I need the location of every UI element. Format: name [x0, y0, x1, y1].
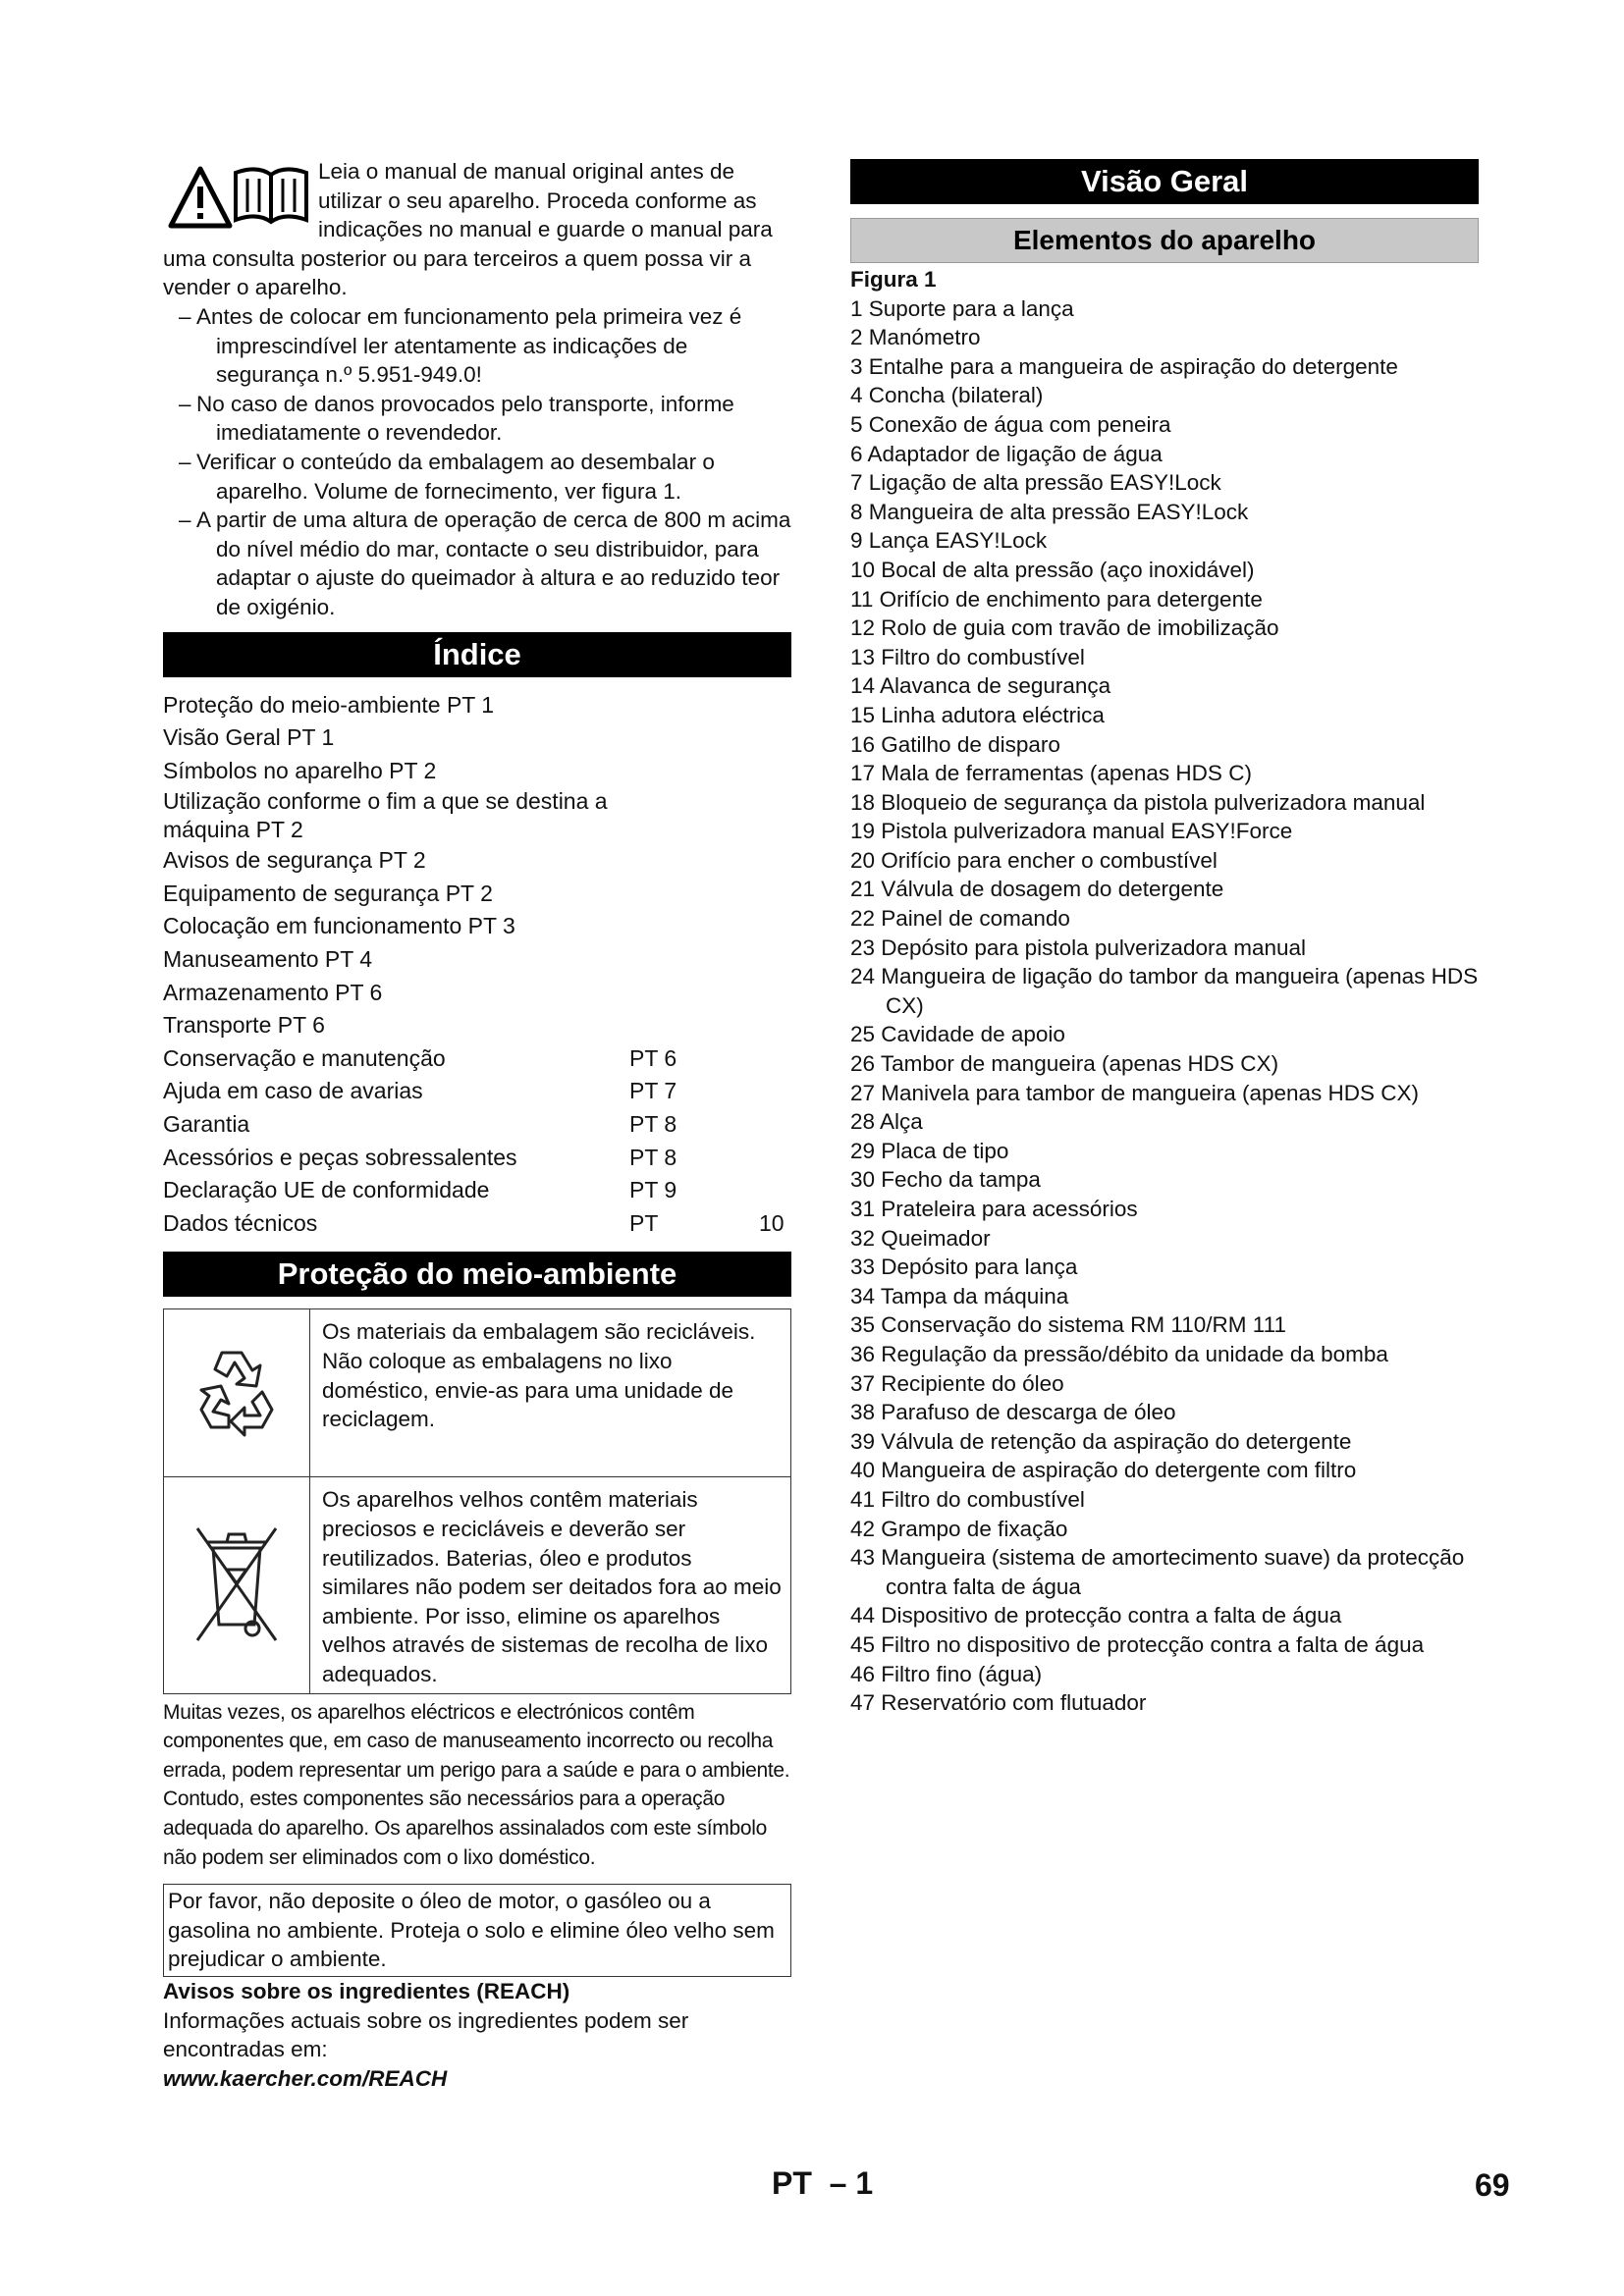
component-item: 47 Reservatório com flutuador — [850, 1690, 1147, 1716]
environment-table — [163, 1308, 791, 1693]
component-item: 24 Mangueira de ligação do tambor da mangueira (apenas HDS CX) — [850, 964, 1479, 1018]
component-item: 37 Recipiente do óleo — [850, 1370, 1064, 1396]
component-item: 8 Mangueira de alta pressão EASY!Lock — [850, 499, 1249, 524]
component-item: 42 Grampo de fixação — [850, 1516, 1068, 1541]
left-column — [163, 157, 791, 2093]
component-item: 6 Adaptador de ligação de água — [850, 441, 1163, 466]
index-entry[interactable]: Conservação e manutenção PT 6 — [163, 1044, 677, 1071]
component-item: 18 Bloqueio de segurança da pistola pulverizadora manual — [850, 789, 1426, 815]
oil-warning-box: Por favor, não deposite o óleo de motor, o gasóleo ou a gasolina no ambiente. Proteja o solo e elimine óleo velho sem prejudicar o ambiente. — [163, 1884, 791, 1977]
reach-text: Informações actuais sobre os ingredientes podem ser encontradas em: — [163, 2007, 689, 2062]
component-item: 41 Filtro do combustível — [850, 1486, 1085, 1512]
component-item: 31 Prateleira para acessórios — [850, 1197, 1138, 1221]
intro-bullets — [163, 302, 791, 622]
component-item: 26 Tambor de mangueira (apenas HDS CX) — [850, 1051, 1279, 1077]
component-item: 1 Suporte para a lança — [850, 295, 1074, 321]
intro-bullet: – No caso de danos provocados pelo transporte, informe imediatamente o revendedor. — [179, 391, 734, 446]
component-item: 9 Lança EASY!Lock — [850, 528, 1048, 554]
component-item: 10 Bocal de alta pressão (aço inoxidável) — [850, 557, 1255, 582]
reach-title: Avisos sobre os ingredientes (REACH) — [163, 1978, 570, 2003]
component-item: 4 Concha (bilateral) — [850, 383, 1044, 408]
component-item: 19 Pistola pulverizadora manual EASY!Force — [850, 819, 1293, 844]
index-entry[interactable]: Garantia PT 8 — [163, 1111, 677, 1138]
component-item: 29 Placa de tipo — [850, 1138, 1009, 1163]
component-item: 32 Queimador — [850, 1225, 991, 1251]
component-item: 35 Conservação do sistema RM 110/RM 111 — [850, 1312, 1286, 1338]
overview-heading: Visão Geral — [850, 159, 1479, 204]
component-item: 23 Depósito para pistola pulverizadora manual — [850, 934, 1307, 960]
index-entry[interactable]: Colocação em funcionamento PT 3 — [163, 913, 515, 939]
recycle-cell — [164, 1309, 310, 1477]
index-entry[interactable]: Armazenamento PT 6 — [163, 979, 383, 1005]
component-item: 34 Tampa da máquina — [850, 1283, 1069, 1308]
index-heading: Índice — [163, 632, 791, 677]
component-item: 45 Filtro no dispositivo de protecção contra a falta de água — [850, 1631, 1425, 1657]
component-item: 5 Conexão de água com peneira — [850, 411, 1171, 437]
right-column — [850, 157, 1479, 1718]
page-number: 69 — [1475, 2167, 1510, 2203]
index-entry[interactable]: Dados técnicos PT 10 — [163, 1209, 785, 1236]
overview-subheading: Elementos do aparelho — [850, 218, 1479, 263]
component-item: 16 Gatilho de disparo — [850, 731, 1060, 757]
warning-manual-icon — [163, 161, 312, 230]
index-entry[interactable]: Declaração UE de conformidade PT 9 — [163, 1177, 677, 1203]
index-entry[interactable]: Equipamento de segurança PT 2 — [163, 880, 493, 906]
environment-note: Muitas vezes, os aparelhos eléctricos e electrónicos contêm componentes que, em caso de manuseamento incorrecto ou recolha errada, podem representar um perigo para a saúde e para o ambiente. Contudo, estes componentes são necessários para a operação adequada do aparelho. Os aparelhos assinalados com este símbolo não podem ser eliminados com o lixo doméstico. — [163, 1700, 790, 1869]
component-item: 22 Painel de comando — [850, 906, 1070, 932]
index-entry[interactable]: Avisos de segurança PT 2 — [163, 847, 426, 874]
index-entry[interactable]: Utilização conforme o fim a que se destina a máquina PT 2 — [163, 788, 608, 843]
component-item: 38 Parafuso de descarga de óleo — [850, 1400, 1176, 1425]
intro-bullet: – Antes de colocar em funcionamento pela primeira vez é imprescindível ler atentamente as indicações de segurança n.º 5.951-949.0! — [179, 303, 742, 388]
component-item: 11 Orifício de enchimento para detergente — [850, 586, 1263, 612]
reach-url-link[interactable]: www.kaercher.com/REACH — [163, 2065, 448, 2091]
component-item: 17 Mala de ferramentas (apenas HDS C) — [850, 761, 1252, 786]
component-item: 15 Linha adutora eléctrica — [850, 702, 1105, 727]
index-entry[interactable]: Transporte PT 6 — [163, 1012, 325, 1039]
component-item: 43 Mangueira (sistema de amortecimento suave) da protecção contra falta de água — [850, 1545, 1465, 1599]
component-item: 30 Fecho da tampa — [850, 1167, 1041, 1193]
index-list — [163, 689, 791, 1241]
weee-cell — [164, 1477, 310, 1693]
index-entry[interactable]: Visão Geral PT 1 — [163, 724, 335, 751]
component-item: 2 Manómetro — [850, 325, 981, 350]
component-item: 20 Orifício para encher o combustível — [850, 847, 1218, 873]
component-item: 39 Válvula de retenção da aspiração do detergente — [850, 1428, 1352, 1454]
component-item: 44 Dispositivo de protecção contra a falta de água — [850, 1603, 1342, 1629]
index-entry[interactable]: Manuseamento PT 4 — [163, 946, 373, 973]
component-item: 13 Filtro do combustível — [850, 644, 1085, 669]
component-item: 25 Cavidade de apoio — [850, 1022, 1065, 1047]
component-item: 33 Depósito para lança — [850, 1255, 1078, 1280]
component-list — [850, 294, 1479, 1718]
index-entry[interactable]: Proteção do meio-ambiente PT 1 — [163, 691, 495, 718]
index-entry[interactable]: Símbolos no aparelho PT 2 — [163, 757, 437, 783]
footer-section: PT – 1 — [772, 2165, 874, 2201]
intro-bullet: – Verificar o conteúdo da embalagem ao desembalar o aparelho. Volume de fornecimento, ver figura 1. — [179, 449, 715, 504]
crossed-bin-icon — [188, 1513, 286, 1650]
component-item: 21 Válvula de dosagem do detergente — [850, 877, 1224, 902]
intro-bullet: – A partir de uma altura de operação de cerca de 800 m acima do nível médio do mar, contacte o seu distribuidor, para adaptar o ajuste do queimador à altura e ao reduzido teor de oxigénio. — [179, 507, 791, 619]
component-item: 14 Alavanca de segurança — [850, 673, 1111, 699]
component-item: 40 Mangueira de aspiração do detergente com filtro — [850, 1458, 1357, 1483]
index-entry[interactable]: Acessórios e peças sobressalentes PT 8 — [163, 1144, 677, 1170]
figure-label: Figura 1 — [850, 267, 937, 292]
intro-text: Leia o manual de manual original antes de utilizar o seu aparelho. Proceda conforme as indicações no manual e guarde o manual para uma consulta posterior ou para terceiros a quem possa vir a vender o aparelho. — [163, 159, 773, 300]
intro-block — [163, 157, 791, 622]
weee-text: Os aparelhos velhos contêm materiais preciosos e recicláveis e deverão ser reutilizados. Baterias, óleo e produtos similares não podem ser deitados fora ao meio ambiente. Por isso, elimine os aparelhos velhos através de sistemas de recolha de lixo adequados. — [310, 1477, 791, 1693]
component-item: 28 Alça — [850, 1109, 923, 1135]
component-item: 3 Entalhe para a mangueira de aspiração do detergente — [850, 353, 1398, 379]
component-item: 27 Manivela para tambor de mangueira (apenas HDS CX) — [850, 1080, 1420, 1105]
recycle-icon — [188, 1341, 286, 1439]
environment-heading: Proteção do meio-ambiente — [163, 1252, 791, 1297]
recycle-text: Os materiais da embalagem são recicláveis. Não coloque as embalagens no lixo doméstico, envie-as para uma unidade de reciclagem. — [310, 1309, 791, 1477]
component-item: 46 Filtro fino (água) — [850, 1661, 1043, 1686]
component-item: 12 Rolo de guia com travão de imobilização — [850, 615, 1279, 641]
index-entry[interactable]: Ajuda em caso de avarias PT 7 — [163, 1078, 677, 1104]
component-item: 36 Regulação da pressão/débito da unidade da bomba — [850, 1341, 1388, 1366]
component-item: 7 Ligação de alta pressão EASY!Lock — [850, 470, 1221, 496]
